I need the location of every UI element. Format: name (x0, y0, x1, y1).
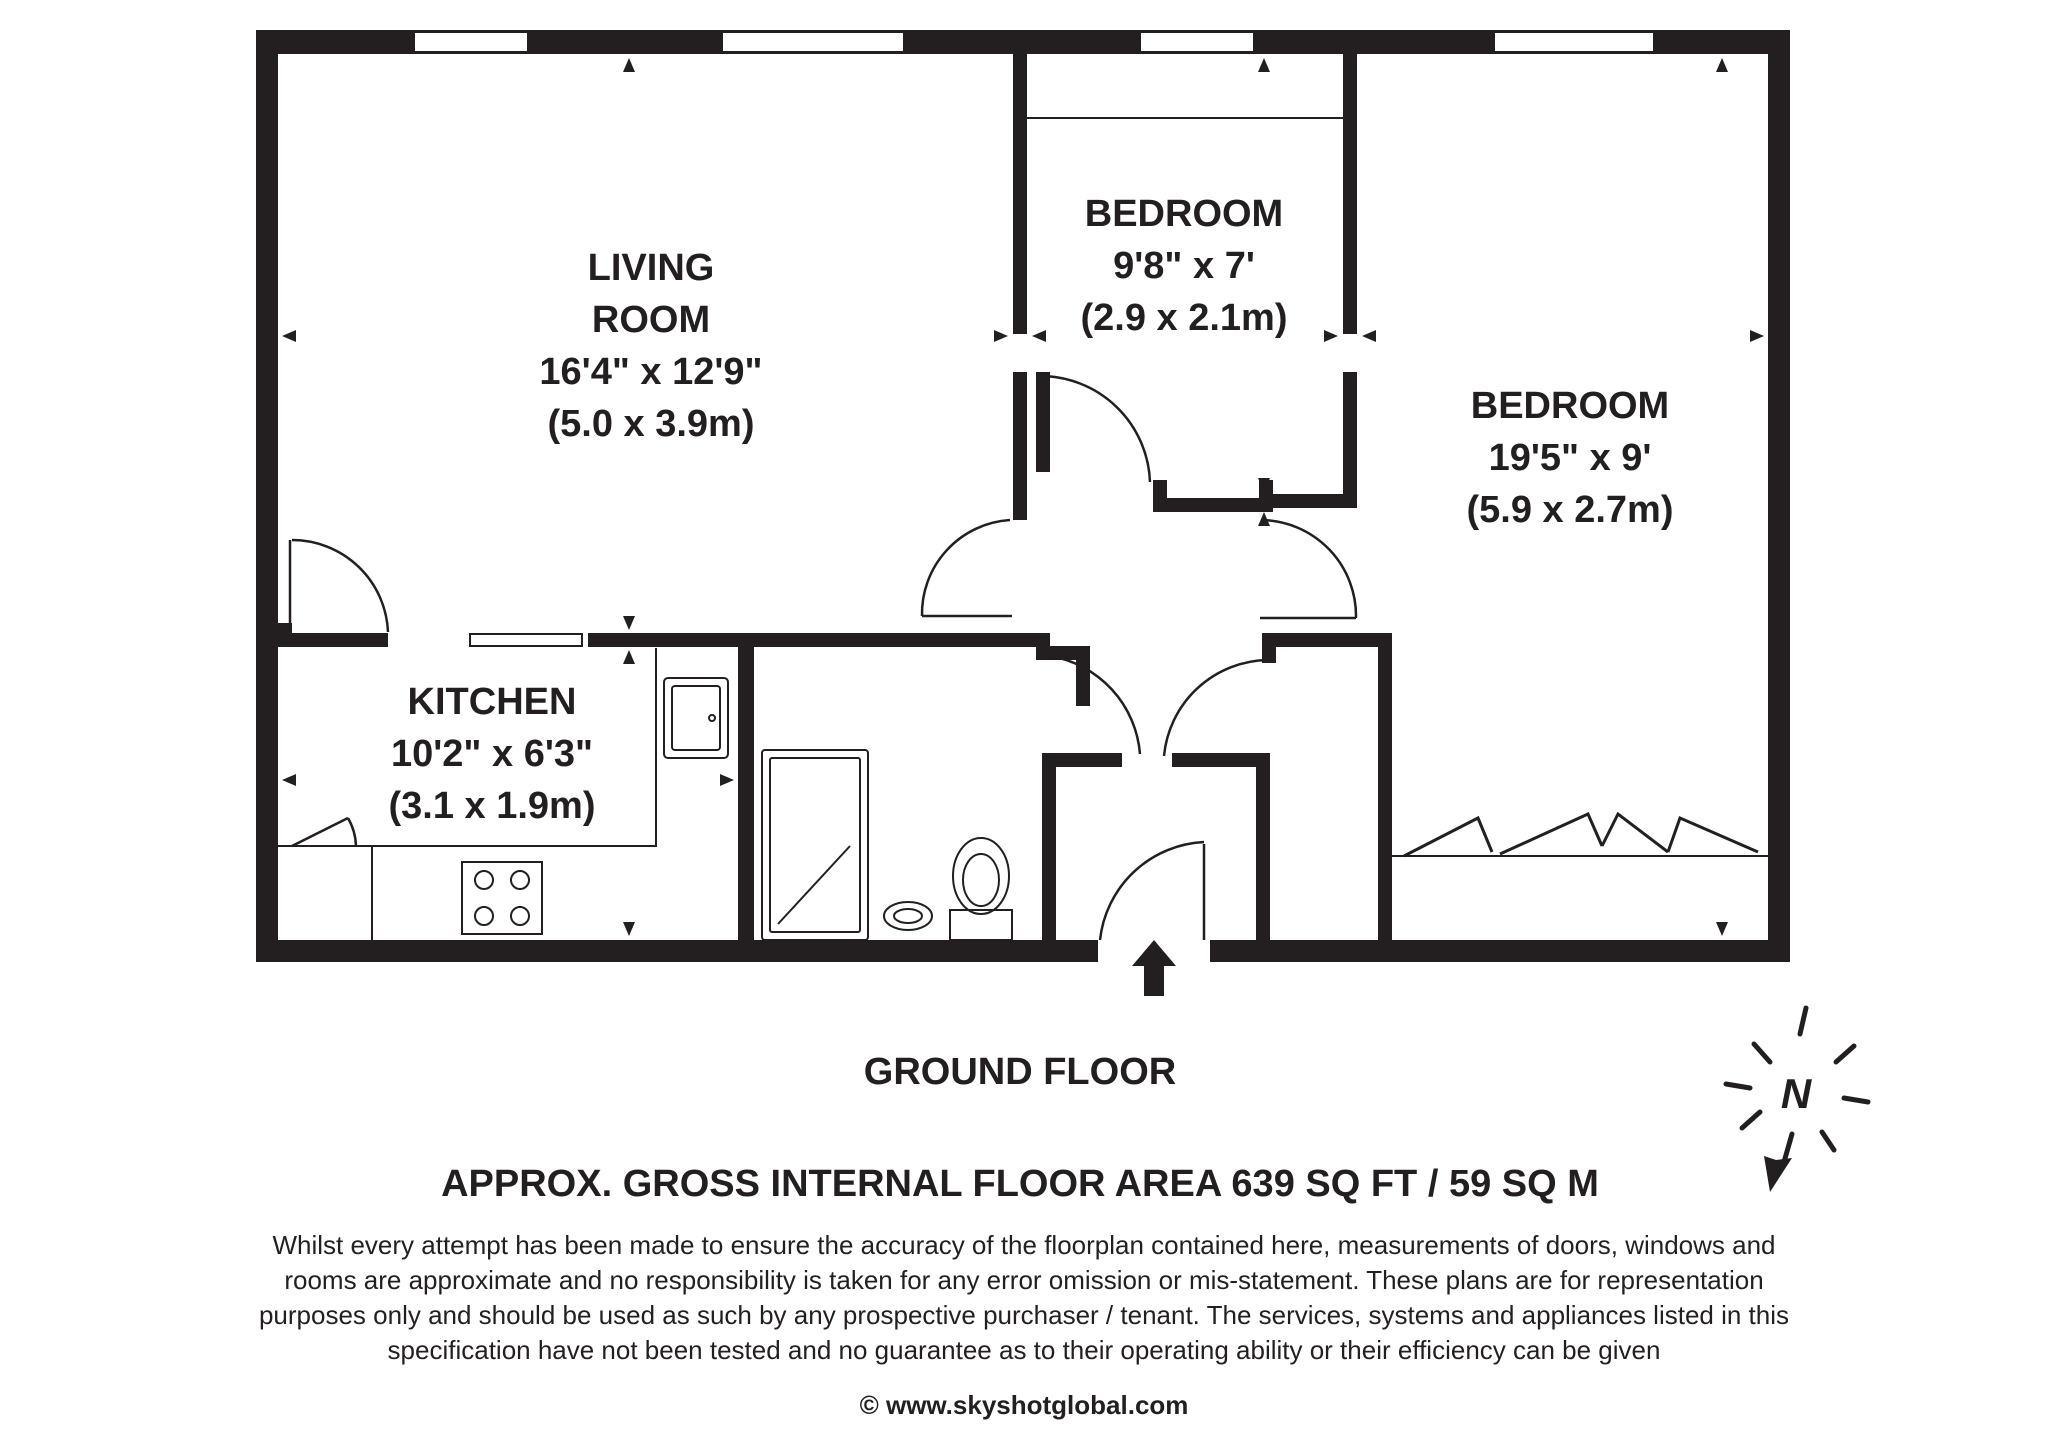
bathroom-fittings (762, 750, 1012, 940)
living-room-dim-metric: (5.0 x 3.9m) (547, 403, 755, 445)
doors (290, 372, 1356, 940)
disclaimer (150, 1228, 1898, 1368)
bedroom-large-dim-imperial: 19'5" x 9' (1488, 437, 1652, 479)
room-label-living-room (539, 247, 762, 445)
kitchen-dim-imperial: 10'2" x 6'3" (390, 733, 594, 775)
compass-label: N (1780, 1070, 1812, 1117)
bedroom-small-dim-imperial: 9'8" x 7' (1113, 245, 1255, 287)
room-label-kitchen (389, 681, 596, 827)
disclaimer-line: rooms are approximate and no responsibility is taken for any error omission or mis-statement. These plans are for representation (284, 1265, 1764, 1295)
living-room-name-1: LIVING (587, 247, 715, 289)
kitchen-name: KITCHEN (407, 681, 577, 723)
disclaimer-line: Whilst every attempt has been made to ensure the accuracy of the floorplan contained here, measurements of doors, windows and (272, 1230, 1776, 1260)
floor-label: GROUND FLOOR (863, 1051, 1177, 1093)
bedroom-small-dim-metric: (2.9 x 2.1m) (1080, 297, 1288, 339)
bedroom-large-name: BEDROOM (1470, 385, 1670, 427)
room-label-bedroom-small (1081, 193, 1288, 339)
entrance-arrow-icon (1132, 940, 1176, 996)
wardrobe-doors (1392, 814, 1768, 856)
disclaimer-line: specification have not been tested and no guarantee as to their operating ability or their efficiency can be given (387, 1335, 1661, 1365)
kitchen-dim-metric: (3.1 x 1.9m) (388, 785, 596, 827)
room-label-bedroom-large (1467, 385, 1674, 531)
compass-arrow-icon (1764, 1156, 1792, 1192)
bedroom-small-name: BEDROOM (1084, 193, 1284, 235)
area-text: APPROX. GROSS INTERNAL FLOOR AREA 639 SQ FT / 59 SQ M (441, 1163, 1599, 1205)
living-room-dim-imperial: 16'4" x 12'9" (539, 351, 763, 393)
disclaimer-line: purposes only and should be used as such by any prospective purchaser / tenant. The services, systems and appliances listed in this (258, 1300, 1790, 1330)
living-room-name-2: ROOM (591, 299, 711, 341)
bedroom-large-dim-metric: (5.9 x 2.7m) (1466, 489, 1674, 531)
credit-link[interactable]: © www.skyshotglobal.com (859, 1390, 1189, 1420)
